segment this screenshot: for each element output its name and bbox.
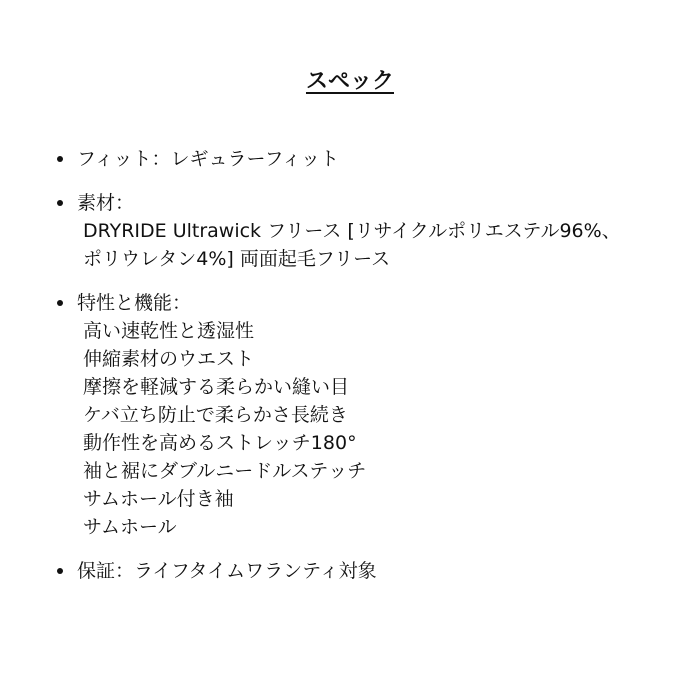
material-line: DRYRIDE Ultrawick フリース [リサイクルポリエステル96%、 — [83, 220, 621, 242]
bullet-icon — [57, 156, 63, 162]
page-title: スペック — [305, 69, 394, 94]
feature-line: 摩擦を軽減する柔らかい縫い目 — [83, 376, 350, 398]
spec-item-fit — [0, 145, 700, 173]
feature-line: 高い速乾性と透湿性 — [83, 320, 255, 342]
feature-line: 袖と裾にダブルニードルステッチ — [83, 460, 367, 482]
feature-line: 伸縮素材のウエスト — [83, 348, 255, 370]
fit-text: フィット：レギュラーフィット — [77, 148, 340, 170]
material-lines — [77, 217, 700, 273]
bullet-icon — [57, 300, 63, 306]
feature-line: サムホール付き袖 — [83, 488, 234, 510]
material-label: 素材： — [77, 192, 135, 214]
spec-list — [0, 145, 700, 601]
bullet-icon — [57, 200, 63, 206]
spec-item-warranty — [0, 557, 700, 585]
features-label: 特性と機能： — [77, 292, 192, 314]
warranty-text: 保証：ライフタイムワランティ対象 — [77, 560, 377, 582]
spec-item-features — [0, 289, 700, 541]
material-line: ポリウレタン4%] 両面起毛フリース — [83, 248, 391, 270]
feature-line: サムホール — [83, 516, 177, 538]
feature-line: ケバ立ち防止で柔らかさ長続き — [83, 404, 348, 426]
feature-line: 動作性を高めるストレッチ180° — [83, 432, 357, 454]
spec-item-material — [0, 189, 700, 273]
features-list — [77, 317, 700, 541]
bullet-icon — [57, 568, 63, 574]
